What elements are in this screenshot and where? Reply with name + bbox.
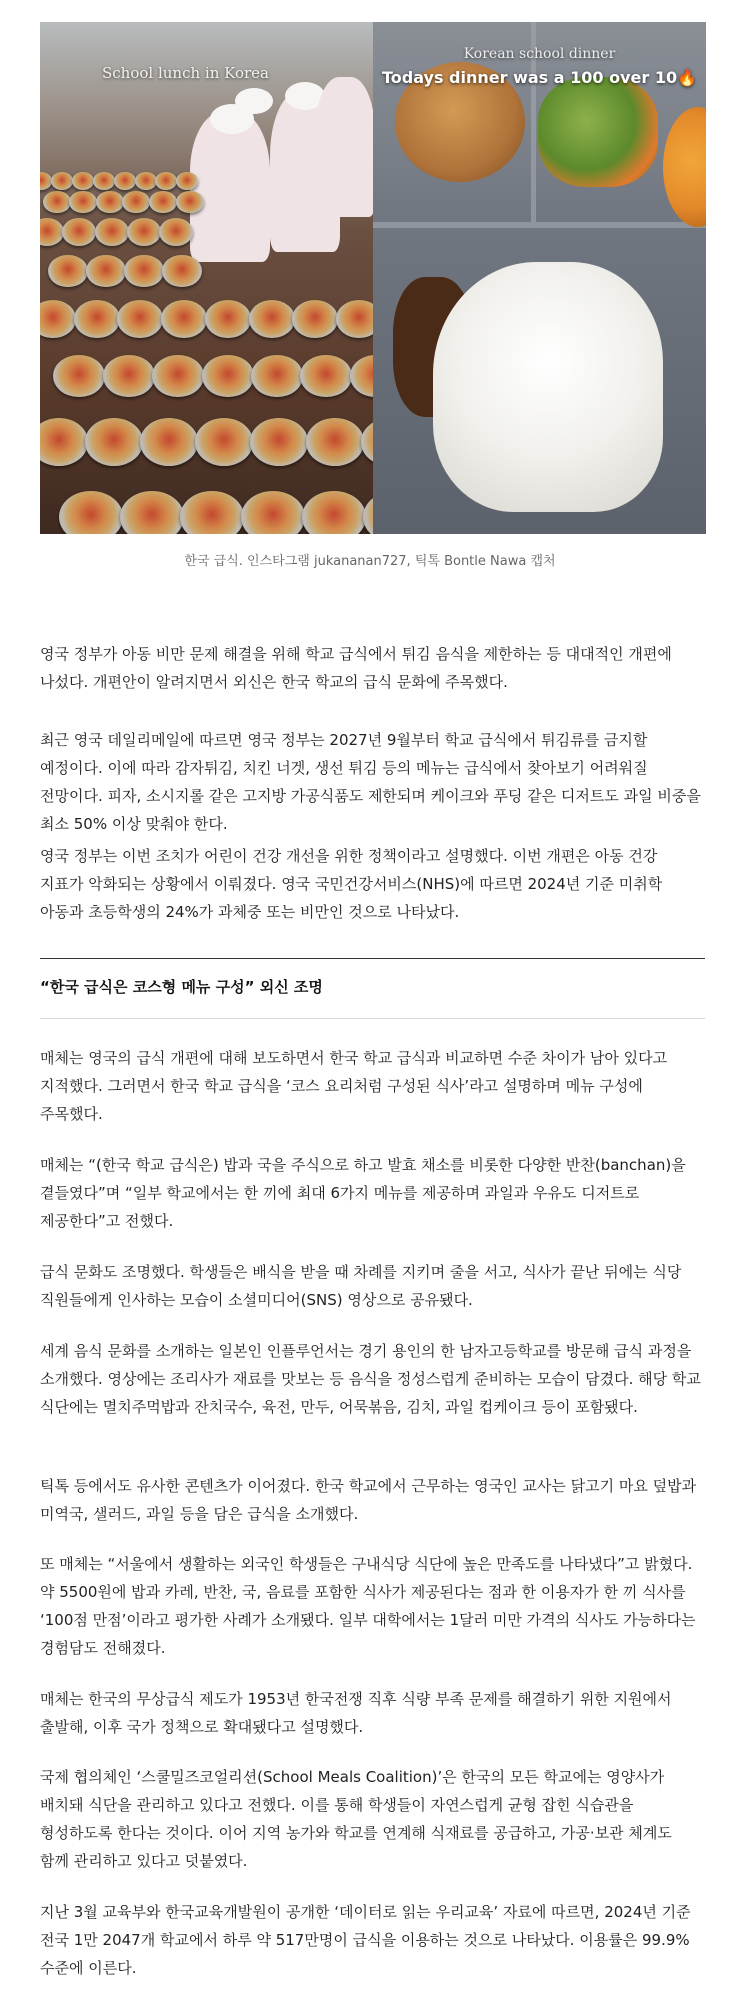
noodle-bowl bbox=[40, 218, 64, 246]
article-paragraph: 또 매체는 “서울에서 생활하는 외국인 학생들은 구내식당 식단에 높은 만족도를 나타냈다”고 밝혔다. 약 5500원에 밥과 카레, 반찬, 국, 음료를 포함한 식사가 제공된다는 점과 한 이용자가 한 끼 식사를 ‘100점 만점’이라고 평가한 사례가 소개됐다. 일부 대학에서는 1달러 미만 가격의 식사도 가능하다는 경험담도 전해졌다. bbox=[40, 1555, 696, 1657]
noodle-bowl bbox=[51, 172, 73, 190]
noodle-bowl bbox=[62, 218, 96, 246]
lunch-line-photo bbox=[40, 22, 373, 534]
article-paragraph: 영국 정부는 이번 조치가 어린이 건강 개선을 위한 정책이라고 설명했다. 이번 개편은 아동 건강 지표가 악화되는 상황에서 이뤄졌다. 영국 국민건강서비스(NHS)에 따르면 2024년 기준 미취학 아동과 초등학생의 24%가 과체중 또는 비만인 것으로 나타났다. bbox=[40, 847, 663, 921]
noodle-bowl bbox=[176, 191, 204, 214]
noodle-bowl bbox=[93, 172, 115, 190]
section-divider-bottom bbox=[40, 1018, 705, 1019]
noodle-bowl bbox=[336, 300, 373, 338]
noodle-bowl bbox=[96, 191, 124, 214]
noodle-bowl bbox=[140, 418, 198, 466]
noodle-bowl bbox=[250, 418, 308, 466]
noodle-bowl bbox=[350, 355, 373, 398]
noodle-bowl bbox=[72, 172, 94, 190]
noodle-bowl bbox=[202, 355, 254, 398]
noodle-bowl bbox=[180, 491, 244, 535]
noodle-bowl bbox=[161, 300, 207, 338]
rice-portion bbox=[433, 262, 663, 512]
noodle-bowl bbox=[152, 355, 204, 398]
noodle-bowl bbox=[40, 300, 76, 338]
noodle-bowl bbox=[300, 355, 352, 398]
noodle-bowl bbox=[85, 418, 143, 466]
article-paragraph: 최근 영국 데일리메일에 따르면 영국 정부는 2027년 9월부터 학교 급식에서 튀김류를 금지할 예정이다. 이에 따라 감자튀김, 치킨 너겟, 생선 튀김 등의 메뉴는 급식에서 찾아보기 어려워질 전망이다. 피자, 소시지롤 같은 고지방 가공식품도 제한되며 케이크와 푸딩 같은 디저트도 과일 비중을 최소 50% 이상 맞춰야 한다. bbox=[40, 731, 701, 833]
article-paragraph: 매체는 “(한국 학교 급식은) 밥과 국을 주식으로 하고 발효 채소를 비롯한 다양한 반찬(banchan)을 곁들였다”며 “일부 학교에서는 한 끼에 최대 6가지 메뉴를 제공하며 과일과 우유도 디저트로 제공한다”고 전했다. bbox=[40, 1156, 686, 1230]
photo-overlay-right-text: Todays dinner was a 100 over 10🔥 bbox=[381, 68, 698, 87]
noodle-bowl bbox=[53, 355, 105, 398]
noodle-bowl bbox=[95, 218, 129, 246]
section-divider-top bbox=[40, 958, 705, 959]
noodle-bowl bbox=[43, 191, 71, 214]
noodle-bowl bbox=[40, 418, 88, 466]
article-paragraph: 세계 음식 문화를 소개하는 일본인 인플루언서는 경기 용인의 한 남자고등학교를 방문해 급식 과정을 소개했다. 영상에는 조리사가 재료를 맛보는 등 음식을 정성스럽게 준비하는 모습이 담겼다. 해당 학교 식단에는 멸치주먹밥과 잔치국수, 육전, 만두, 어묵볶음, 김치, 과일 컵케이크 등이 포함됐다. bbox=[40, 1342, 701, 1416]
cafeteria-worker bbox=[190, 112, 270, 262]
noodle-bowl bbox=[69, 191, 97, 214]
noodle-bowl bbox=[241, 491, 305, 535]
article-paragraph: 매체는 한국의 무상급식 제도가 1953년 한국전쟁 직후 식량 부족 문제를 해결하기 위한 지원에서 출발해, 이후 국가 정책으로 확대됐다고 설명했다. bbox=[40, 1690, 672, 1736]
noodle-bowl bbox=[59, 491, 123, 535]
noodle-bowl bbox=[103, 355, 155, 398]
noodle-bowl bbox=[195, 418, 253, 466]
noodle-bowl bbox=[155, 172, 177, 190]
article-photo bbox=[40, 22, 706, 534]
vegetable-side bbox=[538, 77, 658, 187]
noodle-bowl bbox=[249, 300, 295, 338]
noodle-bowl bbox=[122, 191, 150, 214]
worker-cap bbox=[235, 88, 273, 114]
photo-overlay-left: School lunch in Korea bbox=[102, 64, 269, 82]
noodle-bowl bbox=[363, 491, 373, 535]
article-paragraph: 지난 3월 교육부와 한국교육개발원이 공개한 ‘데이터로 읽는 우리교육’ 자료에 따르면, 2024년 기준 전국 1만 2047개 학교에서 하루 약 517만명이 급식을 이용하는 것으로 나타났다. 이용률은 99.9% 수준에 이른다. bbox=[40, 1903, 691, 1977]
noodle-bowl bbox=[159, 218, 193, 246]
article-paragraph: 국제 협의체인 ‘스쿨밀즈코얼리션(School Meals Coalition)’은 한국의 모든 학교에는 영양사가 배치돼 식단을 관리하고 있다고 전했다. 이를 통해 학생들이 자연스럽게 균형 잡힌 식습관을 형성하도록 한다는 것이다. 이어 지역 농가와 학교를 연계해 식재료를 공급하고, 가공·보관 체계도 함께 관리하고 있다고 덧붙였다. bbox=[40, 1768, 672, 1870]
section-subheading: “한국 급식은 코스형 메뉴 구성” 외신 조명 bbox=[40, 978, 323, 996]
noodle-bowl bbox=[149, 191, 177, 214]
noodle-bowl bbox=[86, 255, 126, 288]
noodle-bowl bbox=[120, 491, 184, 535]
noodle-bowl bbox=[205, 300, 251, 338]
noodle-bowl bbox=[124, 255, 164, 288]
article-paragraph: 틱톡 등에서도 유사한 콘텐츠가 이어졌다. 한국 학교에서 근무하는 영국인 교사는 닭고기 마요 덮밥과 미역국, 샐러드, 과일 등을 담은 급식을 소개했다. bbox=[40, 1477, 697, 1523]
article-paragraph: 급식 문화도 조명했다. 학생들은 배식을 받을 때 차례를 지키며 줄을 서고, 식사가 끝난 뒤에는 식당 직원들에게 인사하는 모습이 소셜미디어(SNS) 영상으로 공유됐다. bbox=[40, 1263, 682, 1309]
noodle-bowl bbox=[114, 172, 136, 190]
noodle-bowl bbox=[361, 418, 373, 466]
noodle-bowl bbox=[162, 255, 202, 288]
noodle-bowl bbox=[117, 300, 163, 338]
article-paragraph: 영국 정부가 아동 비만 문제 해결을 위해 학교 급식에서 튀김 음식을 제한하는 등 대대적인 개편에 나섰다. 개편안이 알려지면서 외신은 한국 학교의 급식 문화에 주목했다. bbox=[40, 645, 672, 691]
orange-fruit bbox=[663, 107, 706, 227]
noodle-bowl bbox=[292, 300, 338, 338]
noodle-bowl bbox=[48, 255, 88, 288]
cafeteria-worker bbox=[315, 77, 373, 217]
school-dinner-photo bbox=[373, 22, 706, 534]
tray-divider bbox=[373, 222, 706, 228]
article-paragraph: 매체는 영국의 급식 개편에 대해 보도하면서 한국 학교 급식과 비교하면 수준 차이가 남아 있다고 지적했다. 그러면서 한국 학교 급식을 ‘코스 요리처럼 구성된 식사’라고 설명하며 메뉴 구성에 주목했다. bbox=[40, 1049, 668, 1123]
noodle-bowl bbox=[127, 218, 161, 246]
photo-overlay-right-title: Korean school dinner bbox=[463, 46, 616, 62]
noodle-bowl bbox=[302, 491, 366, 535]
noodle-bowl bbox=[251, 355, 303, 398]
image-caption: 한국 급식. 인스타그램 jukananan727, 틱톡 Bontle Nawa 캡처 bbox=[184, 554, 556, 569]
noodle-bowl bbox=[135, 172, 157, 190]
noodle-bowl bbox=[74, 300, 120, 338]
noodle-bowl bbox=[306, 418, 364, 466]
